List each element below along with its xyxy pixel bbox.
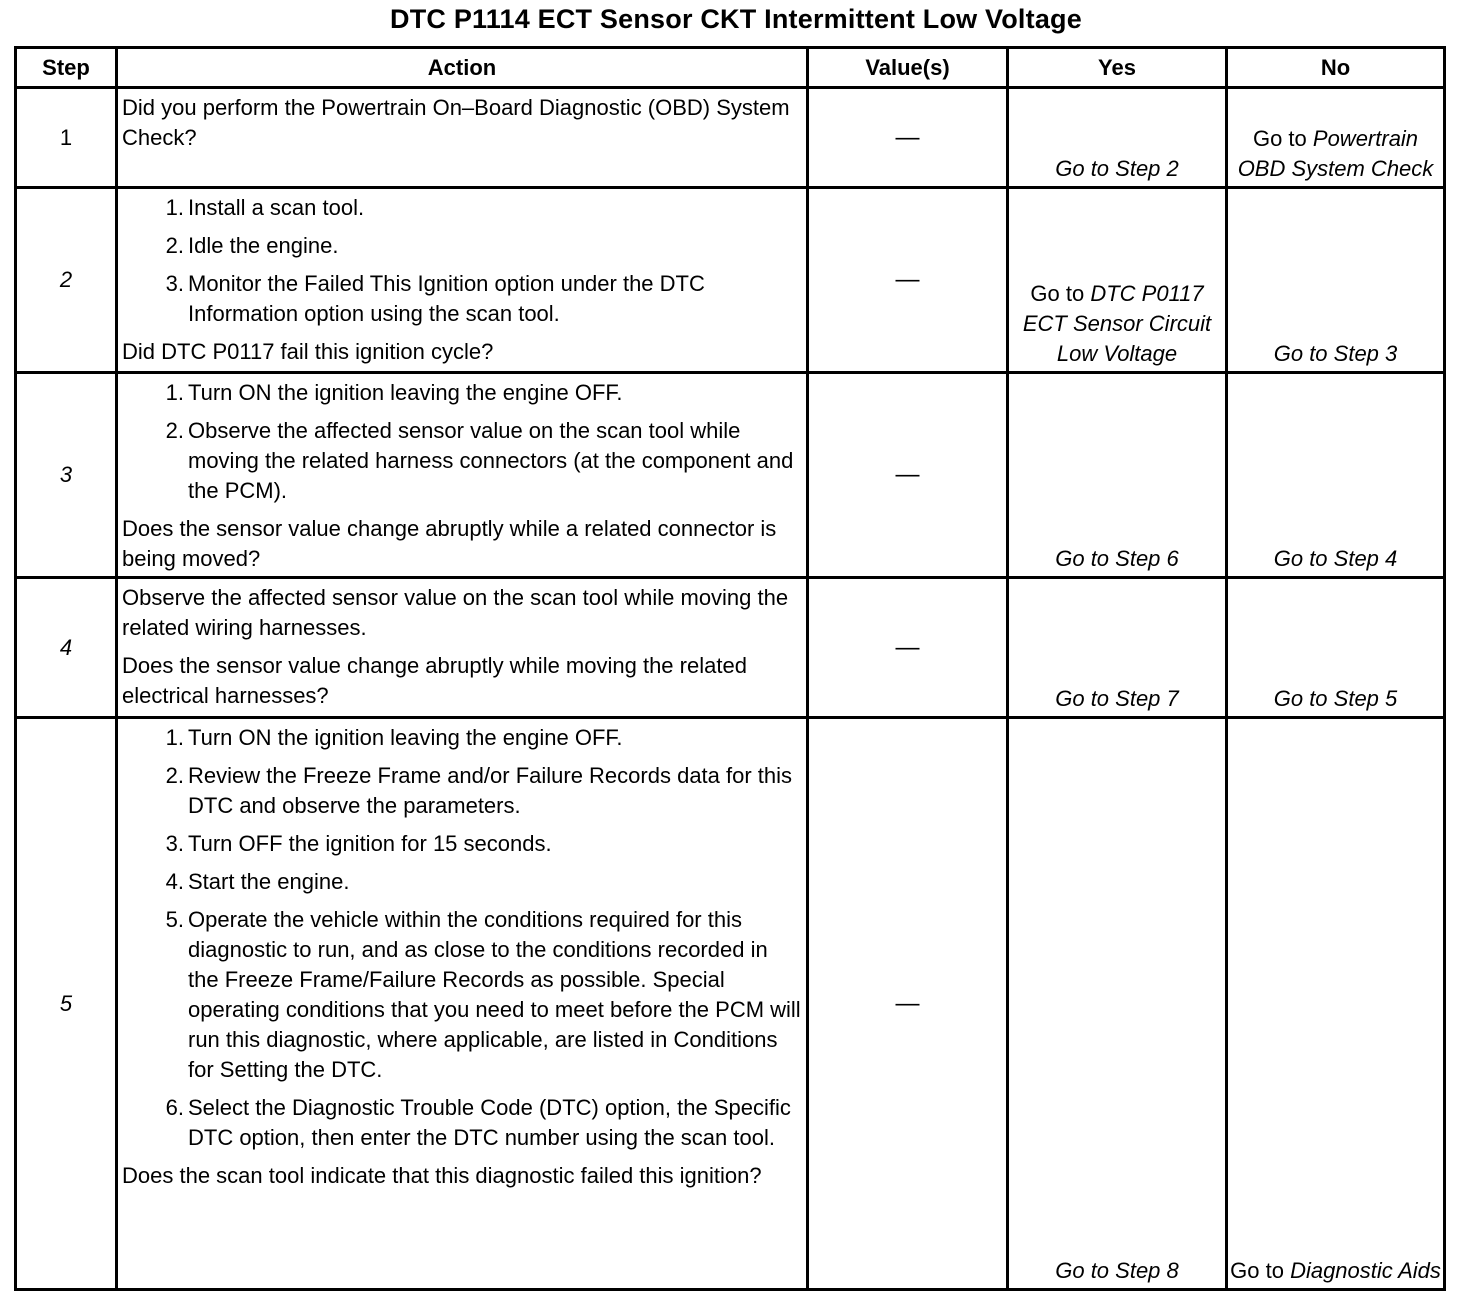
value-cell: — <box>808 373 1008 578</box>
no-cell <box>1227 188 1445 373</box>
header-action: Action <box>117 48 808 88</box>
action-step-text: Idle the engine. <box>188 233 339 258</box>
action-step-number: 1. <box>165 380 184 405</box>
action-step-number: 3. <box>165 831 184 856</box>
yes-cell <box>1008 373 1227 578</box>
action-cell <box>117 88 808 188</box>
action-step-number: 3. <box>165 271 184 296</box>
action-step <box>122 378 802 408</box>
action-steps <box>122 378 802 506</box>
action-step-number: 1. <box>165 725 184 750</box>
header-row <box>16 48 1445 88</box>
yes-reference: Go to Step 6 <box>1055 546 1179 571</box>
no-cell <box>1227 88 1445 188</box>
action-step <box>122 829 802 859</box>
action-question: Does the scan tool indicate that this diagnostic failed this ignition? <box>122 1163 762 1188</box>
action-step <box>122 416 802 506</box>
action-step <box>122 905 802 1085</box>
header-step: Step <box>16 48 117 88</box>
action-step-text: Monitor the Failed This Ignition option under the DTC Information option using the scan tool. <box>188 271 705 326</box>
step-number: 4 <box>16 578 117 718</box>
action-step <box>122 867 802 897</box>
action-steps <box>122 723 802 1153</box>
yes-prefix: Go to <box>1030 281 1085 306</box>
yes-reference: Go to Step 7 <box>1055 686 1179 711</box>
no-reference: Powertrain OBD System Check <box>1237 126 1434 181</box>
yes-cell <box>1008 88 1227 188</box>
action-cell <box>117 578 808 718</box>
action-step-text: Turn ON the ignition leaving the engine OFF. <box>188 380 623 405</box>
action-step-number: 1. <box>165 195 184 220</box>
action-step-text: Observe the affected sensor value on the scan tool while moving the related harness connectors (at the component and the PCM). <box>188 418 794 503</box>
yes-cell <box>1008 188 1227 373</box>
table-row <box>16 188 1445 373</box>
yes-cell <box>1008 578 1227 718</box>
header-no: No <box>1227 48 1445 88</box>
step-number: 2 <box>16 188 117 373</box>
action-step-number: 2. <box>165 418 184 443</box>
no-reference: Go to Step 3 <box>1273 341 1398 366</box>
step-number: 1 <box>16 88 117 188</box>
action-step-text: Turn OFF the ignition for 15 seconds. <box>188 831 552 856</box>
no-reference: Go to Step 4 <box>1273 546 1398 571</box>
value-cell: — <box>808 578 1008 718</box>
action-step-text: Turn ON the ignition leaving the engine OFF. <box>188 725 623 750</box>
page-title: DTC P1114 ECT Sensor CKT Intermittent Low Voltage <box>390 4 1082 34</box>
action-step-number: 2. <box>165 233 184 258</box>
action-step-text: Operate the vehicle within the conditions required for this diagnostic to run, and as close to the conditions recorded in the Freeze Frame/Failure Records as possible. Special operating conditions that you need to meet before the PCM will run this diagnostic, where applicable, are listed in Conditions for Setting the DTC. <box>188 907 801 1082</box>
yes-reference: Go to Step 8 <box>1055 1258 1179 1283</box>
action-step <box>122 269 802 329</box>
action-step-text: Review the Freeze Frame and/or Failure Records data for this DTC and observe the parameters. <box>188 763 793 818</box>
table-row <box>16 373 1445 578</box>
action-step <box>122 193 802 223</box>
value-cell: — <box>808 88 1008 188</box>
action-cell <box>117 188 808 373</box>
no-reference: Diagnostic Aids <box>1290 1258 1441 1283</box>
header-yes: Yes <box>1008 48 1227 88</box>
action-step <box>122 231 802 261</box>
action-step <box>122 1093 802 1153</box>
action-step-number: 6. <box>165 1095 184 1120</box>
step-number: 5 <box>16 718 117 1290</box>
action-step-number: 5. <box>165 907 184 932</box>
table-row <box>16 88 1445 188</box>
diagnostic-table <box>14 46 1446 1291</box>
yes-reference: Go to Step 2 <box>1055 156 1179 181</box>
header-values: Value(s) <box>808 48 1008 88</box>
action-instruction: Observe the affected sensor value on the scan tool while moving the related wiring harnesses. <box>122 585 789 640</box>
action-question: Did you perform the Powertrain On–Board Diagnostic (OBD) System Check? <box>122 95 790 150</box>
no-prefix: Go to <box>1252 126 1307 151</box>
value-cell: — <box>808 188 1008 373</box>
action-step-number: 2. <box>165 763 184 788</box>
action-step-text: Install a scan tool. <box>188 195 365 220</box>
no-reference: Go to Step 5 <box>1273 686 1398 711</box>
yes-cell <box>1008 718 1227 1290</box>
action-step-text: Start the engine. <box>188 869 350 894</box>
no-cell <box>1227 373 1445 578</box>
action-step-text: Select the Diagnostic Trouble Code (DTC) option, the Specific DTC option, then enter the DTC number using the scan tool. <box>188 1095 791 1150</box>
action-cell <box>117 373 808 578</box>
no-cell <box>1227 578 1445 718</box>
action-step <box>122 723 802 753</box>
no-prefix: Go to <box>1230 1258 1284 1283</box>
table-row <box>16 718 1445 1290</box>
table-row <box>16 578 1445 718</box>
action-question: Did DTC P0117 fail this ignition cycle? <box>122 339 494 364</box>
action-step <box>122 761 802 821</box>
action-question: Does the sensor value change abruptly while a related connector is being moved? <box>122 516 777 571</box>
action-steps <box>122 193 802 329</box>
value-cell: — <box>808 718 1008 1290</box>
action-cell <box>117 718 808 1290</box>
step-number: 3 <box>16 373 117 578</box>
action-question: Does the sensor value change abruptly while moving the related electrical harnesses? <box>122 653 747 708</box>
action-step-number: 4. <box>165 869 184 894</box>
no-cell <box>1227 718 1445 1290</box>
yes-reference: DTC P0117 ECT Sensor Circuit Low Voltage <box>1022 281 1212 366</box>
